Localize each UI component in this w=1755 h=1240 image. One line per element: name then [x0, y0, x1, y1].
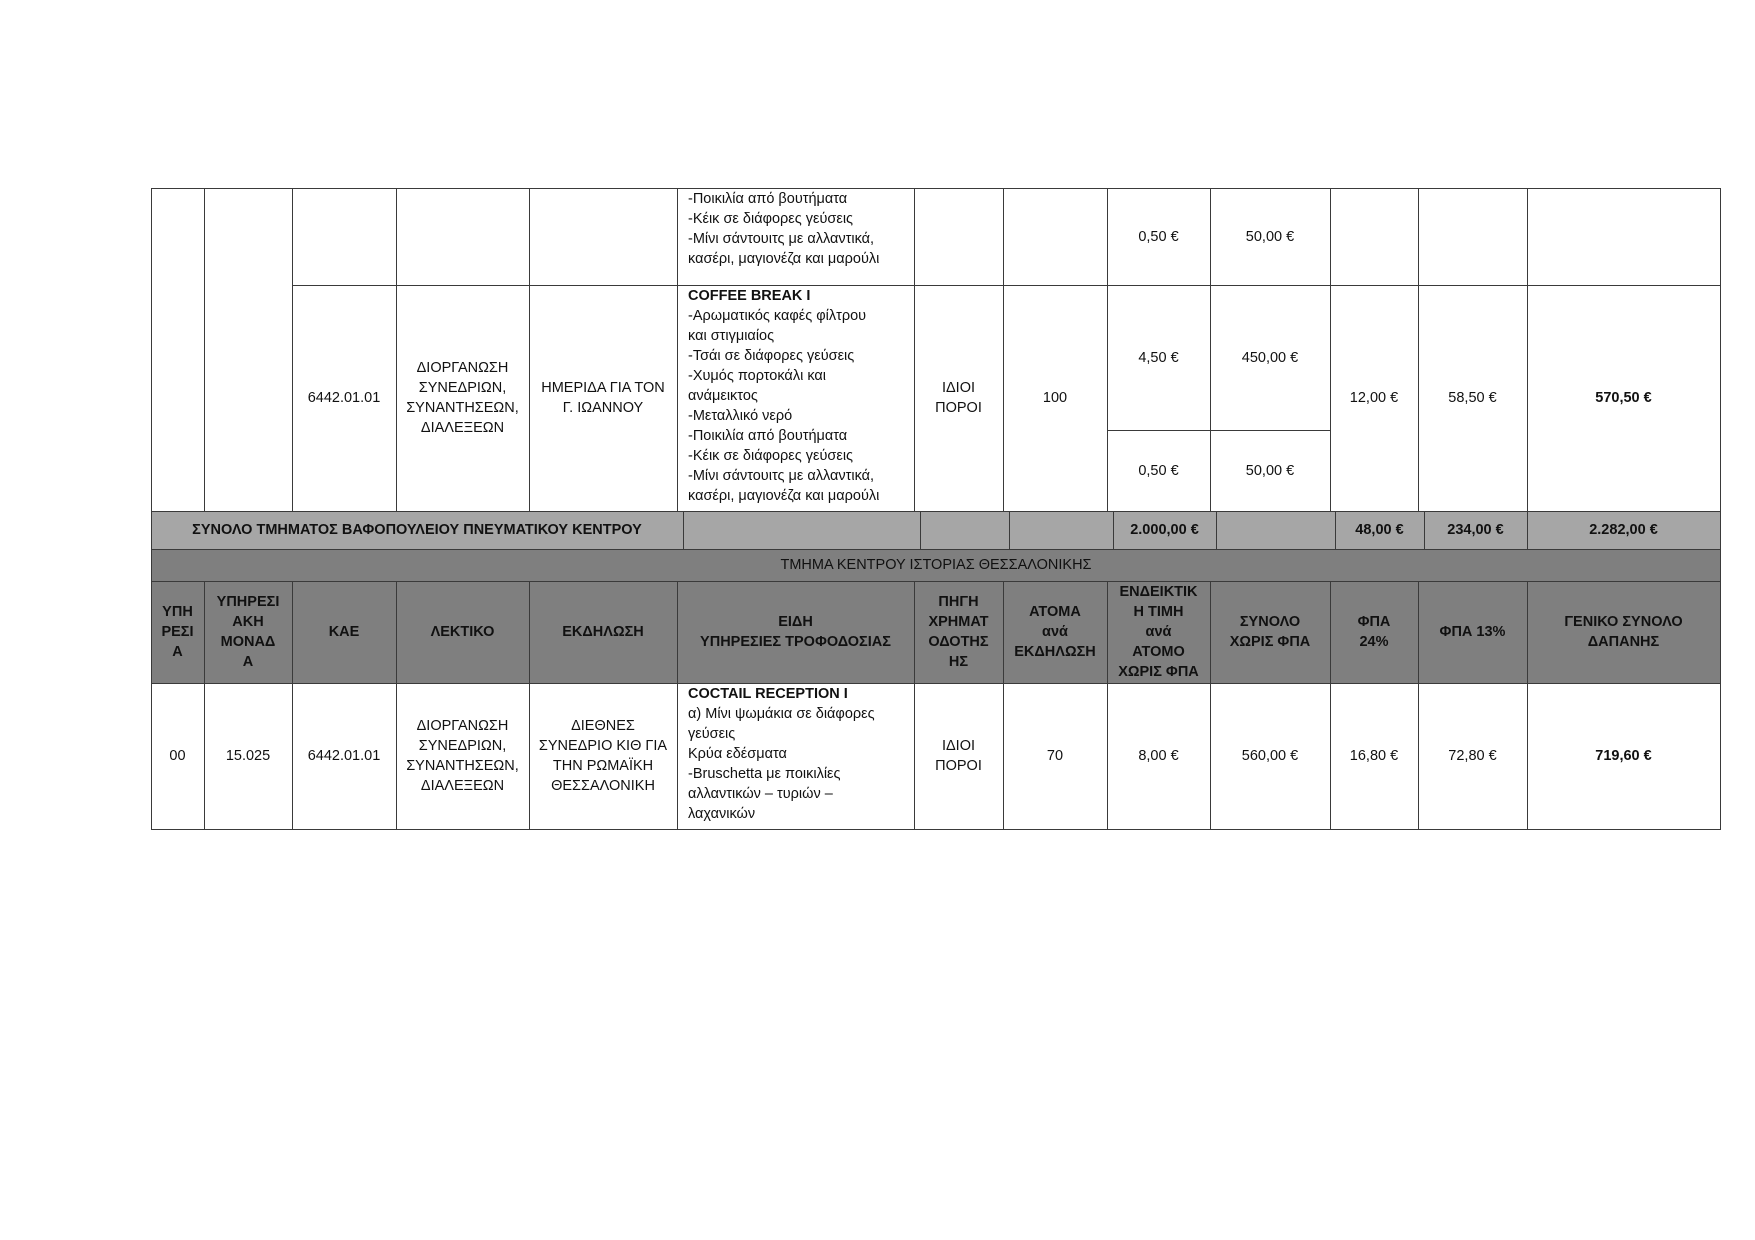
row2-menu: COFFEE BREAK I -Αρωματικός καφές φίλτρου και στιγμιαίος -Τσάι σε διάφορες γεύσεις -Χυμός πορτοκάλι και ανάμεικτος -Μεταλλικό νερό -Ποικιλία από βουτήματα -Κέικ σε διάφορες γεύσεις -Μίνι σάντουιτς με αλλαντικά, κασέρι, μαγιονέζα και μαρούλι — [688, 288, 880, 504]
header-vat24: ΦΠΑ 24% — [1357, 614, 1391, 650]
header-event: ΕΚΔΗΛΩΣΗ — [562, 624, 644, 640]
header-grand-total: ΓΕΝΙΚΟ ΣΥΝΟΛΟ ΔΑΠΑΝΗΣ — [1564, 614, 1683, 650]
header-items: ΕΙΔΗ ΥΠΗΡΕΣΙΕΣ ΤΡΟΦΟΔΟΣΙΑΣ — [700, 614, 891, 650]
row3-funding: ΙΔΙΟΙ ΠΟΡΟΙ — [935, 738, 982, 774]
row2-price-b: 0,50 € — [1138, 462, 1179, 479]
row3-menu: COCTAIL RECEPTION I α) Μίνι ψωμάκια σε διάφορες γεύσεις Κρύα εδέσματα -Bruschetta με ποικιλίες αλλαντικών – τυριών – λαχανικών — [688, 686, 875, 822]
header-persons: ΑΤΟΜΑ ανά ΕΚΔΗΛΩΣΗ — [1014, 604, 1096, 660]
continuation-menu: -Ποικιλία από βουτήματα -Κέικ σε διάφορες γεύσεις -Μίνι σάντουιτς με αλλαντικά, κασέρι, μαγιονέζα και μαρούλι — [688, 191, 880, 267]
row3-event: ΔΙΕΘΝΕΣ ΣΥΝΕΔΡΙΟ ΚΙΘ ΓΙΑ ΤΗΝ ΡΩΜΑΪΚΗ ΘΕΣΣΑΛΟΝΙΚΗ — [538, 718, 668, 794]
row3-vat24: 16,80 € — [1349, 748, 1399, 764]
row2-vat24: 12,00 € — [1349, 390, 1399, 406]
row3-service: 00 — [169, 748, 186, 764]
row3-price: 8,00 € — [1138, 748, 1179, 764]
row2-total-a: 450,00 € — [1241, 349, 1299, 366]
subtotal-grand-total: 2.282,00 € — [1589, 522, 1658, 538]
row3-kae: 6442.01.01 — [307, 748, 381, 764]
continuation-price: 0,50 € — [1138, 228, 1179, 245]
header-kae: ΚΑΕ — [328, 624, 360, 640]
subtotal-vat13: 234,00 € — [1447, 522, 1504, 538]
row2-price-a: 4,50 € — [1138, 349, 1179, 366]
header-funding: ΠΗΓΗ ΧΡΗΜΑΤ ΟΔΟΤΗΣ ΗΣ — [928, 594, 989, 670]
row2-lektiko: ΔΙΟΡΓΑΝΩΣΗ ΣΥΝΕΔΡΙΩΝ, ΣΥΝΑΝΤΗΣΕΩΝ, ΔΙΑΛΕΞΕΩΝ — [406, 360, 519, 436]
header-price: ΕΝΔΕΙΚΤΙΚ Η ΤΙΜΗ ανά ΑΤΟΜΟ ΧΩΡΙΣ ΦΠΑ — [1118, 584, 1199, 680]
header-total: ΣΥΝΟΛΟ ΧΩΡΙΣ ΦΠΑ — [1229, 614, 1311, 650]
continuation-total: 50,00 € — [1245, 228, 1295, 245]
header-vat13: ΦΠΑ 13% — [1439, 624, 1506, 640]
row3-persons: 70 — [1046, 748, 1064, 764]
row3-lektiko: ΔΙΟΡΓΑΝΩΣΗ ΣΥΝΕΔΡΙΩΝ, ΣΥΝΑΝΤΗΣΕΩΝ, ΔΙΑΛΕΞΕΩΝ — [406, 718, 519, 794]
row2-kae: 6442.01.01 — [307, 390, 381, 406]
row2-persons: 100 — [1042, 390, 1068, 406]
subtotal-total: 2.000,00 € — [1130, 522, 1199, 538]
row3-unit: 15.025 — [225, 748, 271, 764]
subtotal-label: ΣΥΝΟΛΟ ΤΜΗΜΑΤΟΣ ΒΑΦΟΠΟΥΛΕΙΟΥ ΠΝΕΥΜΑΤΙΚΟΥ ΚΕΝΤΡΟΥ — [192, 522, 642, 538]
section-title: ΤΜΗΜΑ ΚΕΝΤΡΟΥ ΙΣΤΟΡΙΑΣ ΘΕΣΣΑΛΟΝΙΚΗΣ — [780, 557, 1092, 573]
subtotal-vat24: 48,00 € — [1355, 522, 1404, 538]
header-unit: ΥΠΗΡΕΣΙ ΑΚΗ ΜΟΝΑΔ Α — [216, 594, 280, 670]
row3-vat13: 72,80 € — [1448, 748, 1497, 764]
header-lektiko: ΛΕΚΤΙΚΟ — [430, 624, 495, 640]
row2-funding: ΙΔΙΟΙ ΠΟΡΟΙ — [935, 380, 982, 416]
row3-grand-total: 719,60 € — [1595, 748, 1652, 764]
header-service: ΥΠΗ ΡΕΣΙ Α — [161, 604, 194, 660]
row3-total: 560,00 € — [1241, 748, 1299, 764]
row2-event: ΗΜΕΡΙΔΑ ΓΙΑ ΤΟΝ Γ. ΙΩΑΝΝΟΥ — [541, 380, 665, 416]
row2-total-b: 50,00 € — [1245, 462, 1295, 479]
row2-vat13: 58,50 € — [1448, 390, 1497, 406]
row2-grand-total: 570,50 € — [1595, 390, 1652, 406]
